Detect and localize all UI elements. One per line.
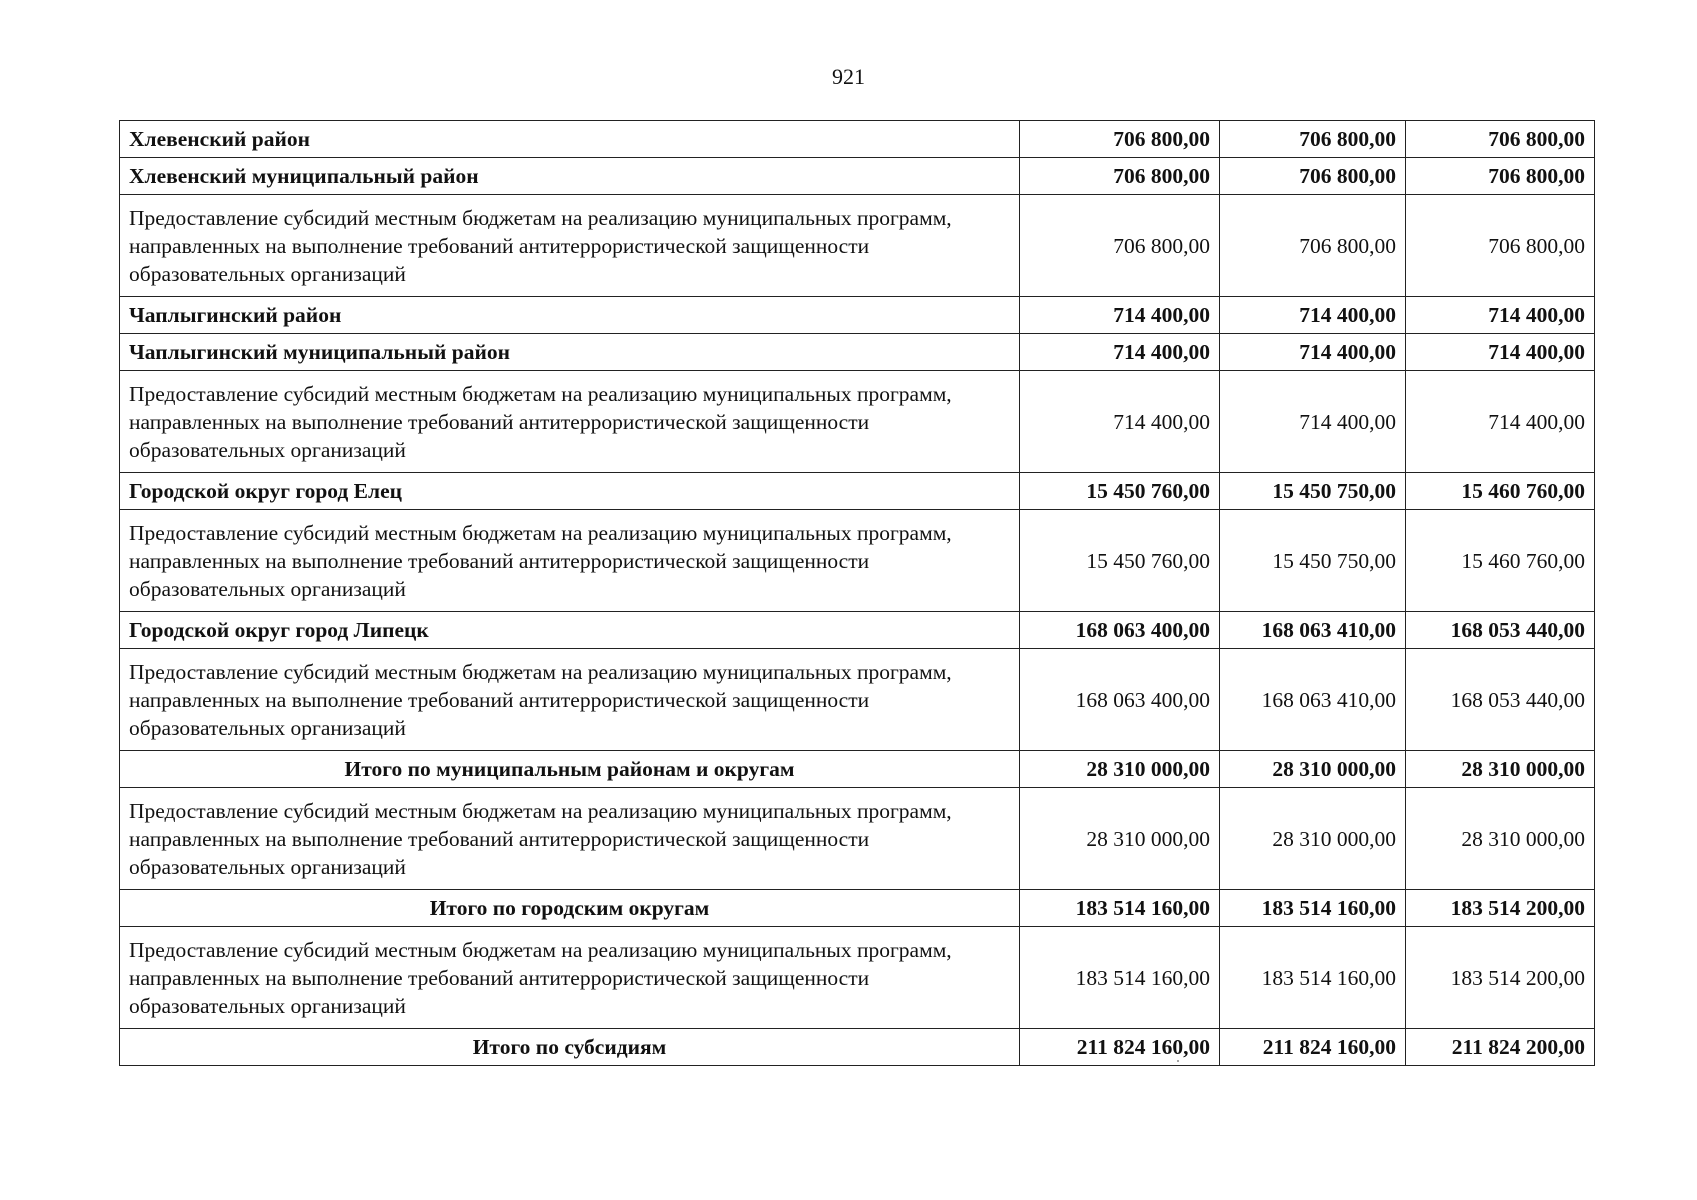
row-name-cell: Предоставление субсидий местным бюджетам на реализацию муниципальных программ, направленных на выполнение требований антитеррористической защищенности образовательных организаций [120,927,1020,1029]
amount-cell-2: 15 450 750,00 [1220,510,1406,612]
subsidy-table [119,120,1595,1066]
amount-cell-3: 15 460 760,00 [1406,510,1595,612]
amount-cell-1: 706 800,00 [1020,158,1220,195]
row-name-cell: Предоставление субсидий местным бюджетам на реализацию муниципальных программ, направленных на выполнение требований антитеррористической защищенности образовательных организаций [120,788,1020,890]
amount-cell-1: 706 800,00 [1020,195,1220,297]
amount-cell-2: 183 514 160,00 [1220,890,1406,927]
amount-cell-2: 714 400,00 [1220,334,1406,371]
row-name-cell: Чаплыгинский муниципальный район [120,334,1020,371]
heading-row [120,473,1595,510]
heading-row [120,612,1595,649]
heading-row [120,334,1595,371]
amount-cell-1: 183 514 160,00 [1020,927,1220,1029]
row-name-cell: Итого по субсидиям [120,1029,1020,1066]
description-row [120,195,1595,297]
heading-row [120,158,1595,195]
subsidy-table-body [120,121,1595,1066]
row-name-cell: Итого по муниципальным районам и округам [120,751,1020,788]
total-row [120,751,1595,788]
amount-cell-3: 714 400,00 [1406,334,1595,371]
row-name-cell: Предоставление субсидий местным бюджетам на реализацию муниципальных программ, направленных на выполнение требований антитеррористической защищенности образовательных организаций [120,371,1020,473]
row-name-cell: Итого по городским округам [120,890,1020,927]
amount-cell-2: 168 063 410,00 [1220,612,1406,649]
amount-cell-2: 706 800,00 [1220,121,1406,158]
amount-cell-1: 15 450 760,00 [1020,510,1220,612]
amount-cell-1: 714 400,00 [1020,334,1220,371]
total-row [120,890,1595,927]
amount-cell-1: 15 450 760,00 [1020,473,1220,510]
amount-cell-1: 183 514 160,00 [1020,890,1220,927]
row-name-cell: Городской округ город Липецк [120,612,1020,649]
row-name-cell: Хлевенский район [120,121,1020,158]
amount-cell-2: 168 063 410,00 [1220,649,1406,751]
description-row [120,510,1595,612]
amount-cell-2: 706 800,00 [1220,158,1406,195]
row-name-cell: Хлевенский муниципальный район [120,158,1020,195]
amount-cell-1: 211 824 160,00 [1020,1029,1220,1066]
amount-cell-2: 211 824 160,00 [1220,1029,1406,1066]
row-name-cell: Предоставление субсидий местным бюджетам на реализацию муниципальных программ, направленных на выполнение требований антитеррористической защищенности образовательных организаций [120,195,1020,297]
amount-cell-1: 168 063 400,00 [1020,612,1220,649]
amount-cell-2: 706 800,00 [1220,195,1406,297]
amount-cell-3: 706 800,00 [1406,195,1595,297]
amount-cell-1: 168 063 400,00 [1020,649,1220,751]
amount-cell-3: 28 310 000,00 [1406,788,1595,890]
row-name-cell: Городской округ город Елец [120,473,1020,510]
amount-cell-2: 714 400,00 [1220,297,1406,334]
amount-cell-3: 714 400,00 [1406,297,1595,334]
amount-cell-1: 28 310 000,00 [1020,788,1220,890]
amount-cell-2: 15 450 750,00 [1220,473,1406,510]
amount-cell-2: 183 514 160,00 [1220,927,1406,1029]
heading-row [120,297,1595,334]
amount-cell-3: 15 460 760,00 [1406,473,1595,510]
amount-cell-1: 28 310 000,00 [1020,751,1220,788]
amount-cell-3: 211 824 200,00 [1406,1029,1595,1066]
amount-cell-2: 714 400,00 [1220,371,1406,473]
amount-cell-1: 714 400,00 [1020,371,1220,473]
scan-speck [1177,1060,1179,1062]
row-name-cell: Чаплыгинский район [120,297,1020,334]
heading-row [120,121,1595,158]
amount-cell-3: 168 053 440,00 [1406,612,1595,649]
page-number: 921 [832,64,865,89]
amount-cell-3: 706 800,00 [1406,121,1595,158]
description-row [120,927,1595,1029]
total-row [120,1029,1595,1066]
description-row [120,371,1595,473]
amount-cell-3: 183 514 200,00 [1406,927,1595,1029]
amount-cell-3: 28 310 000,00 [1406,751,1595,788]
amount-cell-1: 706 800,00 [1020,121,1220,158]
description-row [120,649,1595,751]
amount-cell-3: 706 800,00 [1406,158,1595,195]
amount-cell-2: 28 310 000,00 [1220,751,1406,788]
amount-cell-3: 168 053 440,00 [1406,649,1595,751]
amount-cell-3: 714 400,00 [1406,371,1595,473]
amount-cell-1: 714 400,00 [1020,297,1220,334]
description-row [120,788,1595,890]
row-name-cell: Предоставление субсидий местным бюджетам на реализацию муниципальных программ, направленных на выполнение требований антитеррористической защищенности образовательных организаций [120,510,1020,612]
amount-cell-2: 28 310 000,00 [1220,788,1406,890]
row-name-cell: Предоставление субсидий местным бюджетам на реализацию муниципальных программ, направленных на выполнение требований антитеррористической защищенности образовательных организаций [120,649,1020,751]
amount-cell-3: 183 514 200,00 [1406,890,1595,927]
